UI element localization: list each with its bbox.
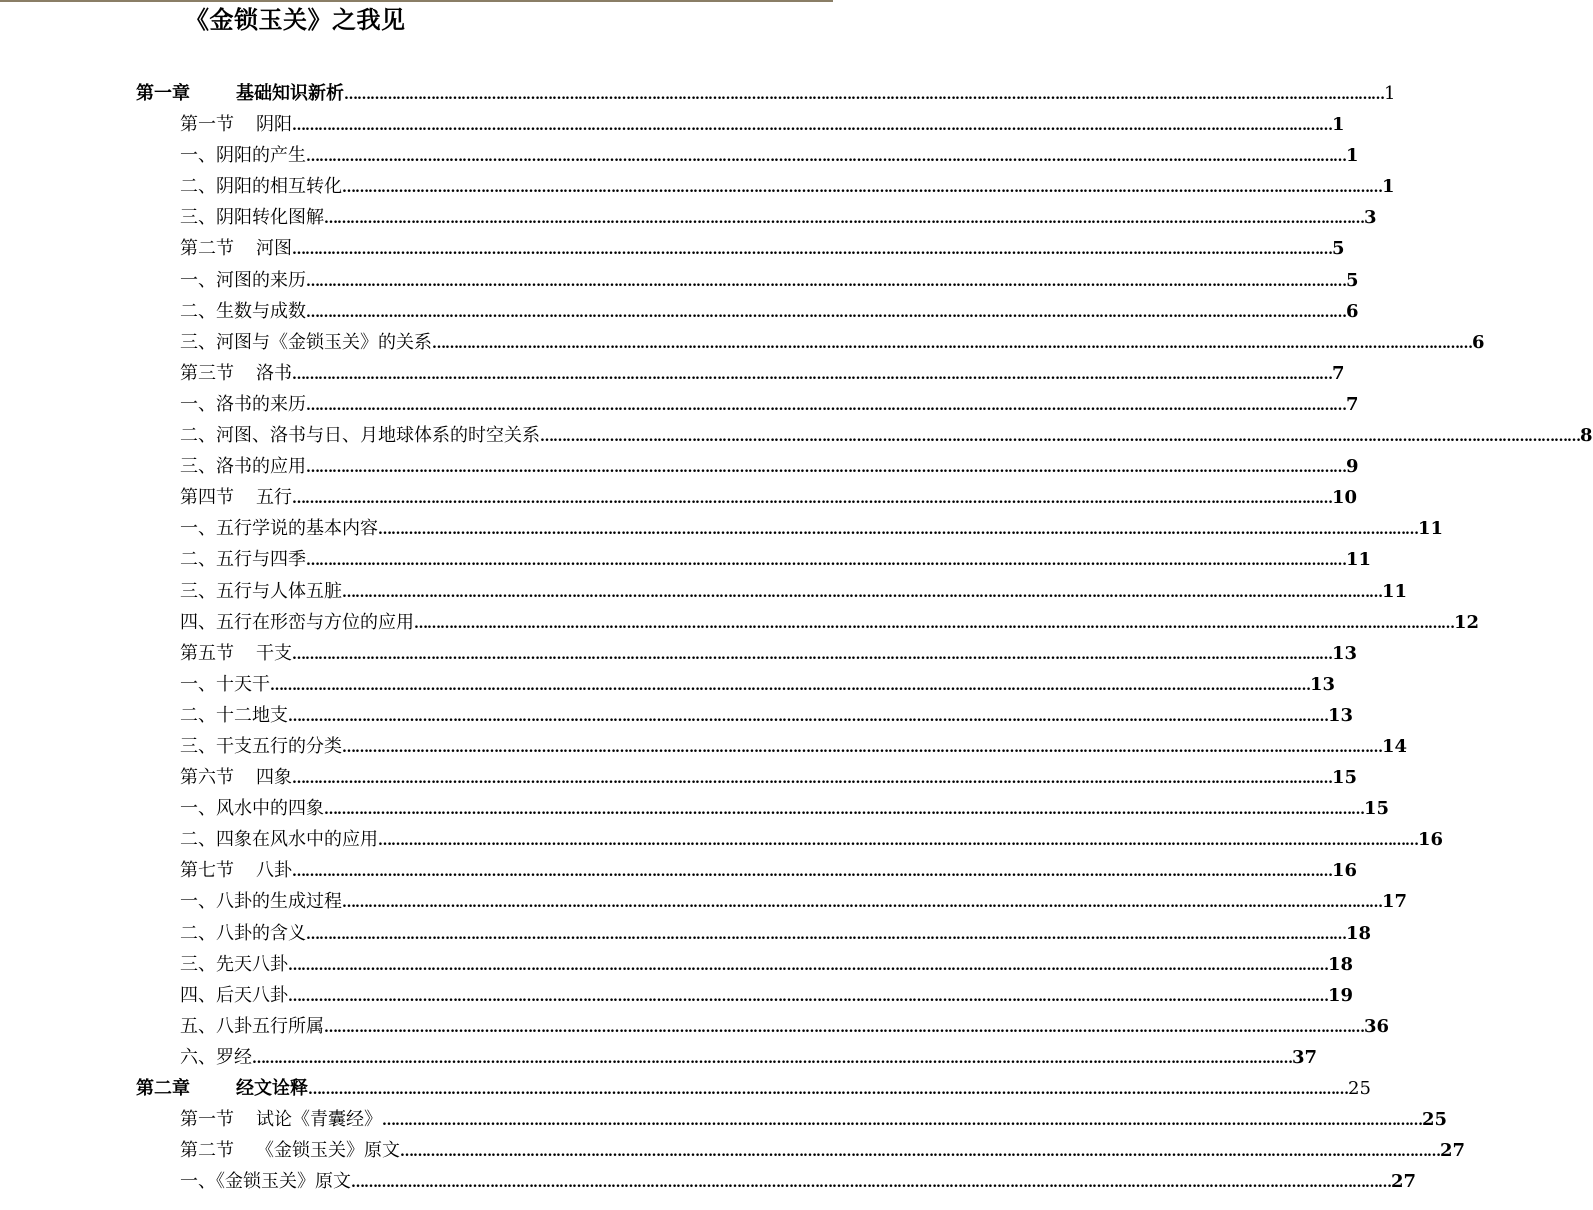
toc-entry-label (180, 793, 324, 824)
toc-page-number: 11 (1346, 549, 1372, 571)
dot-leader: …………………………………………………………………………………………………………………………………………………………………………………………………………………… (342, 180, 1382, 197)
document-title: 《金锁玉关》之我见 (185, 5, 406, 34)
toc-entry-label (180, 327, 432, 358)
dot-leader: …………………………………………………………………………………………………………………………………………………………………………………………………………………… (292, 646, 1332, 663)
toc-entry-title: 一、八卦的生成过程 (180, 891, 342, 913)
toc-entry-item[interactable] (0, 265, 1359, 296)
toc-page-number: 1 (1382, 176, 1395, 198)
toc-entry-title: 河图 (256, 238, 292, 260)
dot-leader: …………………………………………………………………………………………………………………………………………………………………………………………………………………… (344, 87, 1384, 103)
dot-leader: …………………………………………………………………………………………………………………………………………………………………………………………………………………… (292, 864, 1332, 881)
toc-entry-title: 三、五行与人体五脏 (180, 580, 342, 602)
toc-page-number: 19 (1328, 984, 1354, 1006)
dot-leader: …………………………………………………………………………………………………………………………………………………………………………………………………………………… (342, 739, 1382, 756)
dot-leader: …………………………………………………………………………………………………………………………………………………………………………………………………………………… (342, 895, 1382, 912)
dot-leader: …………………………………………………………………………………………………………………………………………………………………………………………………………………… (306, 304, 1346, 321)
toc-entry-title: 四、后天八卦 (180, 984, 288, 1006)
toc-entry-number: 第二节 (180, 238, 234, 260)
toc-entry-section[interactable] (0, 233, 1345, 264)
toc-entry-item[interactable] (0, 949, 1354, 980)
toc-entry-item[interactable] (0, 327, 1485, 358)
toc-entry-item[interactable] (0, 1011, 1390, 1042)
toc-entry-label (180, 202, 324, 233)
toc-entry-title: 一、五行学说的基本内容 (180, 518, 378, 540)
dot-leader: …………………………………………………………………………………………………………………………………………………………………………………………………………………… (306, 553, 1346, 570)
toc-entry-label (180, 949, 288, 980)
toc-entry-chapter[interactable] (0, 78, 1396, 109)
toc-entry-item[interactable] (0, 544, 1372, 575)
toc-page-number: 36 (1364, 1015, 1390, 1037)
toc-entry-section[interactable] (0, 482, 1358, 513)
toc-entry-label (180, 1166, 351, 1197)
toc-entry-number: 第一章 (136, 83, 190, 104)
toc-entry-title: 经文诠释 (236, 1078, 308, 1099)
toc-entry-number: 第五节 (180, 642, 234, 664)
toc-page-number: 1 (1384, 83, 1396, 104)
dot-leader: …………………………………………………………………………………………………………………………………………………………………………………………………………………… (292, 366, 1332, 383)
toc-entry-title: 一、洛书的来历 (180, 393, 306, 415)
toc-entry-title: 三、干支五行的分类 (180, 735, 342, 757)
toc-page-number: 5 (1346, 269, 1359, 291)
toc-entry-label (180, 638, 292, 669)
toc-entry-label (180, 451, 306, 482)
toc-entry-number: 第二节 (180, 1140, 234, 1162)
dot-leader: …………………………………………………………………………………………………………………………………………………………………………………………………………………… (540, 429, 1580, 446)
toc-entry-title: 四象 (256, 767, 292, 789)
dot-leader: …………………………………………………………………………………………………………………………………………………………………………………………………………………… (342, 584, 1382, 601)
toc-entry-label (180, 389, 306, 420)
toc-entry-title: 二、四象在风水中的应用 (180, 829, 378, 851)
dot-leader: …………………………………………………………………………………………………………………………………………………………………………………………………………………… (292, 118, 1332, 135)
toc-entry-title: 一、河图的来历 (180, 269, 306, 291)
toc-page-number: 8 (1580, 425, 1593, 447)
toc-entry-label (180, 109, 292, 140)
toc-page-number: 14 (1382, 735, 1408, 757)
toc-entry-number: 第七节 (180, 860, 234, 882)
dot-leader: …………………………………………………………………………………………………………………………………………………………………………………………………………………… (378, 833, 1418, 850)
toc-entry-label (180, 855, 292, 886)
toc-page-number: 37 (1292, 1046, 1318, 1068)
toc-page-number: 25 (1422, 1109, 1448, 1131)
toc-page-number: 11 (1382, 580, 1408, 602)
toc-entry-label (180, 420, 540, 451)
dot-leader: …………………………………………………………………………………………………………………………………………………………………………………………………………………… (306, 460, 1346, 477)
dot-leader: …………………………………………………………………………………………………………………………………………………………………………………………………………………… (324, 1019, 1364, 1036)
top-border-rule (0, 0, 833, 2)
dot-leader: …………………………………………………………………………………………………………………………………………………………………………………………………………………… (292, 242, 1332, 259)
toc-page-number: 25 (1348, 1078, 1371, 1099)
dot-leader: …………………………………………………………………………………………………………………………………………………………………………………………………………………… (288, 957, 1328, 974)
toc-page-number: 5 (1332, 238, 1345, 260)
toc-page-number: 13 (1310, 673, 1336, 695)
toc-entry-title: 三、河图与《金锁玉关》的关系 (180, 331, 432, 353)
toc-page-number: 18 (1346, 922, 1372, 944)
toc-entry-item[interactable] (0, 886, 1408, 917)
toc-entry-item[interactable] (0, 202, 1377, 233)
toc-page-number: 15 (1364, 798, 1390, 820)
table-of-contents (0, 78, 1593, 1197)
toc-entry-title: 二、五行与四季 (180, 549, 306, 571)
toc-entry-section[interactable] (0, 1135, 1466, 1166)
toc-entry-item[interactable] (0, 140, 1359, 171)
dot-leader: …………………………………………………………………………………………………………………………………………………………………………………………………………………… (306, 397, 1346, 414)
dot-leader: …………………………………………………………………………………………………………………………………………………………………………………………………………………… (292, 771, 1332, 788)
toc-entry-section[interactable] (0, 1104, 1448, 1135)
dot-leader: …………………………………………………………………………………………………………………………………………………………………………………………………………………… (306, 273, 1346, 290)
toc-entry-title: 阴阳 (256, 114, 292, 136)
dot-leader: …………………………………………………………………………………………………………………………………………………………………………………………………………………… (306, 149, 1346, 166)
toc-entry-title: 四、五行在形峦与方位的应用 (180, 611, 414, 633)
toc-entry-label (180, 482, 292, 513)
toc-page-number: 18 (1328, 953, 1354, 975)
toc-entry-label (180, 296, 306, 327)
dot-leader: …………………………………………………………………………………………………………………………………………………………………………………………………………………… (432, 335, 1472, 352)
toc-entry-item[interactable] (0, 793, 1390, 824)
toc-entry-number: 第四节 (180, 487, 234, 509)
toc-entry-item[interactable] (0, 513, 1444, 544)
toc-entry-number: 第一节 (180, 114, 234, 136)
toc-entry-label (180, 140, 306, 171)
toc-page-number: 7 (1332, 362, 1345, 384)
toc-page-number: 6 (1472, 331, 1485, 353)
toc-entry-title: 五、八卦五行所属 (180, 1015, 324, 1037)
toc-entry-section[interactable] (0, 638, 1358, 669)
dot-leader: …………………………………………………………………………………………………………………………………………………………………………………………………………………… (400, 1144, 1440, 1161)
toc-entry-label (180, 1104, 382, 1135)
dot-leader: …………………………………………………………………………………………………………………………………………………………………………………………………………………… (288, 708, 1328, 725)
toc-page-number: 1 (1346, 145, 1359, 167)
dot-leader: …………………………………………………………………………………………………………………………………………………………………………………………………………………… (306, 926, 1346, 943)
toc-entry-label (180, 1135, 400, 1166)
toc-entry-item[interactable] (0, 918, 1372, 949)
toc-entry-item[interactable] (0, 731, 1408, 762)
dot-leader: …………………………………………………………………………………………………………………………………………………………………………………………………………………… (351, 1175, 1391, 1192)
toc-entry-title: 一、风水中的四象 (180, 798, 324, 820)
toc-entry-label (136, 78, 344, 109)
toc-entry-item[interactable] (0, 1042, 1318, 1073)
toc-entry-title: 一、十天干 (180, 673, 270, 695)
toc-entry-item[interactable] (0, 669, 1336, 700)
dot-leader: …………………………………………………………………………………………………………………………………………………………………………………………………………………… (308, 1082, 1348, 1098)
toc-entry-label (180, 824, 378, 855)
toc-entry-section[interactable] (0, 855, 1358, 886)
toc-entry-label (180, 1042, 252, 1073)
toc-entry-title: 八卦 (256, 860, 292, 882)
toc-page-number: 10 (1332, 487, 1358, 509)
toc-entry-label (180, 762, 292, 793)
toc-entry-title: 一、阴阳的产生 (180, 145, 306, 167)
toc-entry-label (180, 513, 378, 544)
toc-page-number: 6 (1346, 300, 1359, 322)
toc-entry-item[interactable] (0, 389, 1359, 420)
toc-entry-item[interactable] (0, 700, 1354, 731)
toc-entry-item[interactable] (0, 171, 1395, 202)
toc-page-number: 12 (1454, 611, 1480, 633)
toc-entry-title: 三、洛书的应用 (180, 456, 306, 478)
toc-entry-title: 《金锁玉关》原文 (256, 1140, 400, 1162)
toc-entry-number: 第二章 (136, 1078, 190, 1099)
toc-page-number: 1 (1332, 114, 1345, 136)
toc-page-number: 3 (1364, 207, 1377, 229)
dot-leader: …………………………………………………………………………………………………………………………………………………………………………………………………………………… (324, 802, 1364, 819)
toc-entry-label (180, 700, 288, 731)
toc-entry-number: 第三节 (180, 362, 234, 384)
dot-leader: …………………………………………………………………………………………………………………………………………………………………………………………………………………… (252, 1050, 1292, 1067)
toc-entry-label (180, 731, 342, 762)
dot-leader: …………………………………………………………………………………………………………………………………………………………………………………………………………………… (288, 988, 1328, 1005)
toc-entry-label (136, 1073, 308, 1104)
toc-entry-title: 二、十二地支 (180, 704, 288, 726)
toc-entry-label (180, 576, 342, 607)
toc-page-number: 9 (1346, 456, 1359, 478)
toc-entry-label (180, 171, 342, 202)
toc-entry-number: 第六节 (180, 767, 234, 789)
toc-entry-label (180, 918, 306, 949)
toc-entry-label (180, 669, 270, 700)
toc-page-number: 13 (1332, 642, 1358, 664)
toc-page-number: 27 (1440, 1140, 1466, 1162)
toc-entry-label (180, 886, 342, 917)
toc-entry-title: 洛书 (256, 362, 292, 384)
toc-page-number: 15 (1332, 767, 1358, 789)
toc-entry-label (180, 1011, 324, 1042)
toc-entry-label (180, 358, 292, 389)
toc-entry-label (180, 607, 414, 638)
toc-page-number: 16 (1418, 829, 1444, 851)
toc-entry-title: 三、先天八卦 (180, 953, 288, 975)
toc-entry-title: 三、阴阳转化图解 (180, 207, 324, 229)
toc-entry-chapter[interactable] (0, 1073, 1371, 1104)
dot-leader: …………………………………………………………………………………………………………………………………………………………………………………………………………………… (324, 211, 1364, 228)
toc-entry-title: 二、生数与成数 (180, 300, 306, 322)
toc-entry-label (180, 544, 306, 575)
toc-entry-title: 基础知识新析 (236, 83, 344, 104)
toc-entry-label (180, 265, 306, 296)
dot-leader: …………………………………………………………………………………………………………………………………………………………………………………………………………………… (378, 522, 1418, 539)
toc-entry-section[interactable] (0, 762, 1358, 793)
dot-leader: …………………………………………………………………………………………………………………………………………………………………………………………………………………… (414, 615, 1454, 632)
toc-entry-item[interactable] (0, 980, 1354, 1011)
toc-page-number: 16 (1332, 860, 1358, 882)
toc-entry-item[interactable] (0, 1166, 1417, 1197)
dot-leader: …………………………………………………………………………………………………………………………………………………………………………………………………………………… (382, 1113, 1422, 1130)
toc-page-number: 17 (1382, 891, 1408, 913)
toc-entry-label (180, 980, 288, 1011)
toc-entry-item[interactable] (0, 576, 1408, 607)
dot-leader: …………………………………………………………………………………………………………………………………………………………………………………………………………………… (292, 491, 1332, 508)
toc-page-number: 11 (1418, 518, 1444, 540)
toc-entry-section[interactable] (0, 358, 1345, 389)
toc-entry-title: 五行 (256, 487, 292, 509)
toc-entry-item[interactable] (0, 296, 1359, 327)
toc-entry-item[interactable] (0, 451, 1359, 482)
toc-page-number: 27 (1391, 1171, 1417, 1193)
toc-entry-item[interactable] (0, 420, 1593, 451)
toc-entry-item[interactable] (0, 607, 1480, 638)
toc-entry-label (180, 233, 292, 264)
toc-entry-title: 六、罗经 (180, 1046, 252, 1068)
toc-page-number: 7 (1346, 393, 1359, 415)
toc-entry-title: 二、河图、洛书与日、月地球体系的时空关系 (180, 425, 540, 447)
toc-entry-title: 干支 (256, 642, 292, 664)
dot-leader: …………………………………………………………………………………………………………………………………………………………………………………………………………………… (270, 677, 1310, 694)
toc-entry-section[interactable] (0, 109, 1345, 140)
toc-entry-title: 一、《金锁玉关》原文 (180, 1171, 351, 1193)
toc-page-number: 13 (1328, 704, 1354, 726)
toc-entry-title: 二、阴阳的相互转化 (180, 176, 342, 198)
toc-entry-title: 试论《青囊经》 (256, 1109, 382, 1131)
toc-entry-number: 第一节 (180, 1109, 234, 1131)
toc-entry-title: 二、八卦的含义 (180, 922, 306, 944)
toc-entry-item[interactable] (0, 824, 1444, 855)
